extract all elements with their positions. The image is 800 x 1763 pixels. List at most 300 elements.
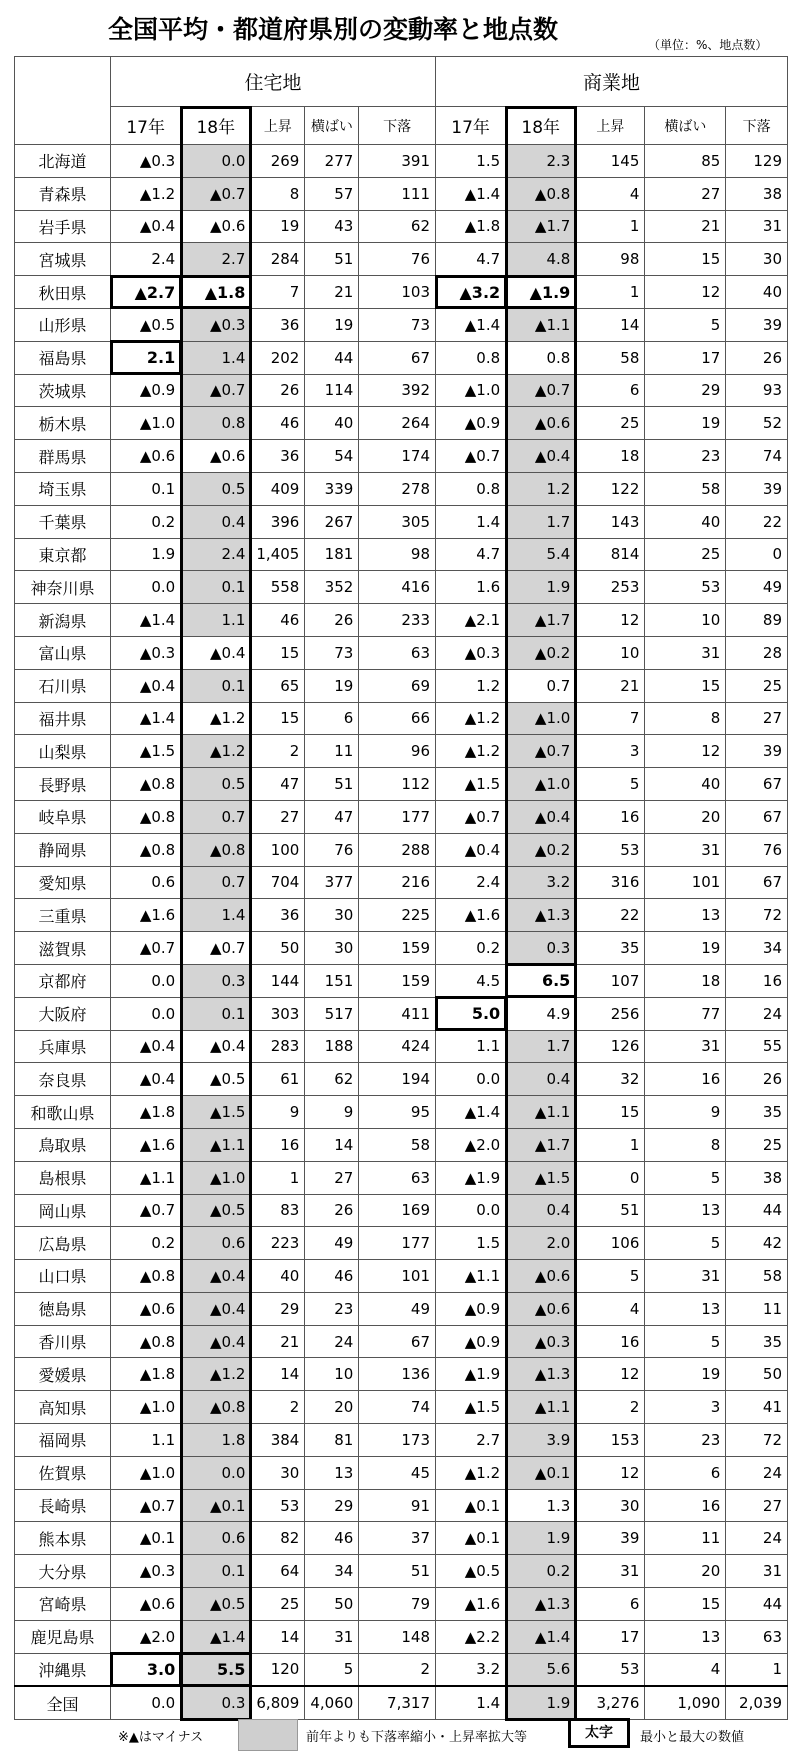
com-down-cell: 27 (726, 702, 788, 735)
com-down-cell: 55 (726, 1030, 788, 1063)
com-down-cell: 40 (726, 276, 788, 309)
com-down-cell: 67 (726, 866, 788, 899)
com-18-cell: ▲0.2 (506, 833, 576, 866)
res-18-cell: ▲0.5 (181, 1194, 251, 1227)
res-18-cell: ▲1.2 (181, 1358, 251, 1391)
res-flat-cell: 73 (305, 636, 359, 669)
com-flat-cell: 5 (645, 1325, 726, 1358)
com-up-cell: 39 (576, 1522, 645, 1555)
com-17-cell: ▲1.4 (436, 177, 506, 210)
res-flat-cell: 24 (305, 1325, 359, 1358)
pref-name-cell: 東京都 (15, 538, 111, 571)
res-17-cell: ▲1.4 (111, 604, 181, 637)
res-18-cell: ▲0.4 (181, 1030, 251, 1063)
com-17-cell: 2.7 (436, 1424, 506, 1457)
res-17-cell: ▲0.4 (111, 669, 181, 702)
com-17-cell: ▲1.6 (436, 1588, 506, 1621)
com-flat-cell: 13 (645, 1292, 726, 1325)
com-17-cell: 4.7 (436, 243, 506, 276)
total-res-flat-cell: 4,060 (305, 1686, 359, 1720)
com-18-cell: 3.2 (506, 866, 576, 899)
com-up-cell: 0 (576, 1161, 645, 1194)
com-up-cell: 143 (576, 505, 645, 538)
com-17-cell: 1.2 (436, 669, 506, 702)
com-flat-cell: 19 (645, 407, 726, 440)
com-down-cell: 72 (726, 899, 788, 932)
pref-name-cell: 神奈川県 (15, 571, 111, 604)
pref-name-cell: 徳島県 (15, 1292, 111, 1325)
res-flat-cell: 9 (305, 1096, 359, 1129)
com-18-cell: ▲1.1 (506, 308, 576, 341)
com-down-cell: 0 (726, 538, 788, 571)
res-18-cell: ▲0.1 (181, 1489, 251, 1522)
res-down-cell: 101 (359, 1260, 436, 1293)
com-flat-cell: 4 (645, 1653, 726, 1686)
res-up-cell: 30 (251, 1456, 305, 1489)
res-flat-cell: 31 (305, 1620, 359, 1653)
com-down-cell: 25 (726, 1128, 788, 1161)
res-18-cell: ▲0.4 (181, 636, 251, 669)
table-row (15, 1620, 788, 1653)
res-up-cell: 40 (251, 1260, 305, 1293)
com-18-cell: ▲1.3 (506, 1358, 576, 1391)
res-18-cell: 0.7 (181, 800, 251, 833)
com-up-cell: 25 (576, 407, 645, 440)
pref-name-cell: 高知県 (15, 1391, 111, 1424)
data-table (14, 56, 788, 1720)
res-flat-cell: 49 (305, 1227, 359, 1260)
res-down-cell: 225 (359, 899, 436, 932)
res-flat-cell: 62 (305, 1063, 359, 1096)
pref-name-cell: 長野県 (15, 768, 111, 801)
res-up-cell: 1 (251, 1161, 305, 1194)
res-17-cell: ▲0.6 (111, 440, 181, 473)
com-up-cell: 256 (576, 997, 645, 1030)
res-flat-cell: 46 (305, 1522, 359, 1555)
pref-name-cell: 島根県 (15, 1161, 111, 1194)
corner-cell (15, 57, 111, 145)
table-row (15, 210, 788, 243)
res-18-cell: ▲0.7 (181, 932, 251, 965)
res-17-cell: ▲1.8 (111, 1358, 181, 1391)
com-flat-cell: 15 (645, 243, 726, 276)
com-down-cell: 27 (726, 1489, 788, 1522)
com-down-cell: 26 (726, 1063, 788, 1096)
res-18-cell: ▲0.7 (181, 177, 251, 210)
pref-name-cell: 富山県 (15, 636, 111, 669)
pref-name-cell: 滋賀県 (15, 932, 111, 965)
res-17-cell: 0.0 (111, 997, 181, 1030)
res-up-cell: 21 (251, 1325, 305, 1358)
com-17-cell: ▲1.6 (436, 899, 506, 932)
res-down-cell: 37 (359, 1522, 436, 1555)
res-18-cell: ▲1.5 (181, 1096, 251, 1129)
com-flat-cell: 17 (645, 341, 726, 374)
res-down-cell: 98 (359, 538, 436, 571)
total-res-up-cell: 6,809 (251, 1686, 305, 1720)
res-17-cell: ▲0.8 (111, 768, 181, 801)
pref-name-cell: 岡山県 (15, 1194, 111, 1227)
com-down-cell: 49 (726, 571, 788, 604)
res-flat-cell: 5 (305, 1653, 359, 1686)
res-flat-cell: 10 (305, 1358, 359, 1391)
res-up-cell: 558 (251, 571, 305, 604)
com-18-cell: 0.3 (506, 932, 576, 965)
pref-name-cell: 佐賀県 (15, 1456, 111, 1489)
com-18-cell: ▲0.3 (506, 1325, 576, 1358)
com-18-cell: 1.7 (506, 505, 576, 538)
com-up-cell: 16 (576, 1325, 645, 1358)
res-flat-cell: 30 (305, 932, 359, 965)
com-flat-cell: 29 (645, 374, 726, 407)
res-18-cell: ▲1.0 (181, 1161, 251, 1194)
com-up-cell: 32 (576, 1063, 645, 1096)
res-up-cell: 64 (251, 1555, 305, 1588)
pref-name-cell: 和歌山県 (15, 1096, 111, 1129)
res-up-cell: 409 (251, 472, 305, 505)
table-body (15, 145, 788, 1720)
res-18-cell: ▲0.4 (181, 1260, 251, 1293)
res-18-cell: ▲1.2 (181, 702, 251, 735)
com-up-cell: 18 (576, 440, 645, 473)
com-flat-cell: 16 (645, 1063, 726, 1096)
res-down-cell: 73 (359, 308, 436, 341)
res-up-cell: 8 (251, 177, 305, 210)
res-down-cell: 424 (359, 1030, 436, 1063)
res-flat-cell: 47 (305, 800, 359, 833)
res-down-cell: 62 (359, 210, 436, 243)
com-flat-cell: 19 (645, 1358, 726, 1391)
com-down-cell: 93 (726, 374, 788, 407)
table-row (15, 407, 788, 440)
com-flat-cell: 53 (645, 571, 726, 604)
pref-name-cell: 秋田県 (15, 276, 111, 309)
res-down-cell: 67 (359, 341, 436, 374)
res-up-cell: 284 (251, 243, 305, 276)
com-18-cell: ▲1.0 (506, 768, 576, 801)
table-row (15, 1030, 788, 1063)
res-down-cell: 391 (359, 145, 436, 178)
table-row (15, 669, 788, 702)
res-17-cell: ▲1.0 (111, 407, 181, 440)
table-row (15, 1063, 788, 1096)
res-17-cell: ▲2.7 (111, 276, 181, 309)
com-up-cell: 316 (576, 866, 645, 899)
res-down-cell: 66 (359, 702, 436, 735)
res-up-cell: 7 (251, 276, 305, 309)
com-up-cell: 12 (576, 1358, 645, 1391)
com-17-cell: ▲2.2 (436, 1620, 506, 1653)
legend (0, 1706, 800, 1763)
res-down-cell: 67 (359, 1325, 436, 1358)
res-up-cell: 9 (251, 1096, 305, 1129)
pref-name-cell: 栃木県 (15, 407, 111, 440)
res-18-cell: ▲0.4 (181, 1325, 251, 1358)
com-18-cell: ▲0.4 (506, 440, 576, 473)
com-up-cell: 53 (576, 1653, 645, 1686)
com-up-cell: 31 (576, 1555, 645, 1588)
res-18-cell: 5.5 (181, 1653, 251, 1686)
res-down-cell: 305 (359, 505, 436, 538)
legend-shade-note: 前年よりも下落率縮小・上昇率拡大等 (306, 1730, 528, 1745)
com-up-cell: 1 (576, 210, 645, 243)
res-18-cell: ▲0.8 (181, 833, 251, 866)
com-17-cell: ▲3.2 (436, 276, 506, 309)
res-17-cell: ▲1.6 (111, 1128, 181, 1161)
com-up-cell: 22 (576, 899, 645, 932)
res-18-cell: 1.1 (181, 604, 251, 637)
table-row (15, 1555, 788, 1588)
com-flat-cell: 15 (645, 669, 726, 702)
res-17-cell: ▲0.3 (111, 1555, 181, 1588)
com-18-cell: 4.9 (506, 997, 576, 1030)
com-up-cell: 58 (576, 341, 645, 374)
com-flat-cell: 13 (645, 899, 726, 932)
pref-name-cell: 京都府 (15, 964, 111, 997)
pref-name-cell: 宮城県 (15, 243, 111, 276)
res-17-cell: 1.1 (111, 1424, 181, 1457)
legend-bold-box: 太字 (568, 1718, 630, 1748)
com-18-cell: ▲1.7 (506, 604, 576, 637)
com-18-cell: 5.6 (506, 1653, 576, 1686)
res-up-cell: 120 (251, 1653, 305, 1686)
com-down-cell: 30 (726, 243, 788, 276)
pref-name-cell: 北海道 (15, 145, 111, 178)
com-up-cell: 145 (576, 145, 645, 178)
res-17-cell: ▲0.8 (111, 800, 181, 833)
res-down-cell: 416 (359, 571, 436, 604)
res-up-cell: 53 (251, 1489, 305, 1522)
col-header: 17年 (436, 107, 506, 145)
res-up-cell: 26 (251, 374, 305, 407)
section-header-row (15, 57, 788, 107)
com-flat-cell: 18 (645, 964, 726, 997)
col-header: 18年 (506, 107, 576, 145)
com-18-cell: ▲0.2 (506, 636, 576, 669)
res-up-cell: 36 (251, 899, 305, 932)
table-row (15, 1260, 788, 1293)
res-17-cell: 0.2 (111, 1227, 181, 1260)
res-17-cell: ▲0.8 (111, 833, 181, 866)
com-up-cell: 4 (576, 177, 645, 210)
res-17-cell: ▲1.4 (111, 702, 181, 735)
com-18-cell: ▲1.3 (506, 1588, 576, 1621)
com-up-cell: 2 (576, 1391, 645, 1424)
pref-name-cell: 愛媛県 (15, 1358, 111, 1391)
res-flat-cell: 27 (305, 1161, 359, 1194)
table-row (15, 505, 788, 538)
pref-name-cell: 山口県 (15, 1260, 111, 1293)
com-down-cell: 34 (726, 932, 788, 965)
table-row (15, 1194, 788, 1227)
res-down-cell: 69 (359, 669, 436, 702)
table-row (15, 899, 788, 932)
com-flat-cell: 11 (645, 1522, 726, 1555)
pref-name-cell: 埼玉県 (15, 472, 111, 505)
res-17-cell: 2.4 (111, 243, 181, 276)
legend-minus-note: ※▲はマイナス (118, 1730, 204, 1745)
pref-name-cell: 茨城県 (15, 374, 111, 407)
com-17-cell: 4.7 (436, 538, 506, 571)
res-17-cell: ▲0.7 (111, 1194, 181, 1227)
pref-name-cell: 青森県 (15, 177, 111, 210)
com-flat-cell: 20 (645, 800, 726, 833)
table-row (15, 1391, 788, 1424)
com-flat-cell: 6 (645, 1456, 726, 1489)
com-18-cell: 1.7 (506, 1030, 576, 1063)
res-up-cell: 82 (251, 1522, 305, 1555)
com-17-cell: ▲0.7 (436, 800, 506, 833)
com-down-cell: 39 (726, 735, 788, 768)
com-flat-cell: 19 (645, 932, 726, 965)
com-18-cell: 0.4 (506, 1063, 576, 1096)
table-row (15, 177, 788, 210)
res-17-cell: ▲0.3 (111, 145, 181, 178)
com-18-cell: ▲1.1 (506, 1391, 576, 1424)
res-up-cell: 29 (251, 1292, 305, 1325)
com-up-cell: 6 (576, 1588, 645, 1621)
res-17-cell: ▲1.1 (111, 1161, 181, 1194)
com-17-cell: ▲1.2 (436, 702, 506, 735)
com-flat-cell: 8 (645, 1128, 726, 1161)
res-up-cell: 144 (251, 964, 305, 997)
table-row (15, 538, 788, 571)
com-17-cell: 1.5 (436, 145, 506, 178)
com-18-cell: ▲1.1 (506, 1096, 576, 1129)
res-flat-cell: 267 (305, 505, 359, 538)
res-18-cell: ▲1.4 (181, 1620, 251, 1653)
res-17-cell: 1.9 (111, 538, 181, 571)
table-row (15, 604, 788, 637)
com-17-cell: ▲1.0 (436, 374, 506, 407)
total-label-cell: 全国 (15, 1686, 111, 1720)
com-18-cell: ▲0.6 (506, 1260, 576, 1293)
res-up-cell: 14 (251, 1358, 305, 1391)
com-flat-cell: 40 (645, 505, 726, 538)
pref-name-cell: 静岡県 (15, 833, 111, 866)
com-17-cell: ▲0.4 (436, 833, 506, 866)
res-flat-cell: 81 (305, 1424, 359, 1457)
com-17-cell: 1.6 (436, 571, 506, 604)
res-17-cell: 0.0 (111, 964, 181, 997)
res-flat-cell: 11 (305, 735, 359, 768)
res-down-cell: 159 (359, 932, 436, 965)
res-down-cell: 288 (359, 833, 436, 866)
pref-name-cell: 香川県 (15, 1325, 111, 1358)
com-down-cell: 24 (726, 1522, 788, 1555)
com-up-cell: 153 (576, 1424, 645, 1457)
res-down-cell: 194 (359, 1063, 436, 1096)
res-flat-cell: 517 (305, 997, 359, 1030)
pref-name-cell: 山形県 (15, 308, 111, 341)
res-flat-cell: 114 (305, 374, 359, 407)
com-flat-cell: 13 (645, 1194, 726, 1227)
com-up-cell: 12 (576, 604, 645, 637)
com-flat-cell: 9 (645, 1096, 726, 1129)
com-down-cell: 67 (726, 800, 788, 833)
pref-name-cell: 三重県 (15, 899, 111, 932)
res-down-cell: 63 (359, 636, 436, 669)
pref-name-cell: 千葉県 (15, 505, 111, 538)
table-row (15, 800, 788, 833)
res-down-cell: 169 (359, 1194, 436, 1227)
table-row (15, 243, 788, 276)
com-up-cell: 3 (576, 735, 645, 768)
com-flat-cell: 31 (645, 833, 726, 866)
com-up-cell: 15 (576, 1096, 645, 1129)
table-row (15, 1325, 788, 1358)
legend-shade-swatch (238, 1719, 298, 1751)
pref-name-cell: 新潟県 (15, 604, 111, 637)
res-18-cell: ▲0.5 (181, 1588, 251, 1621)
com-17-cell: 0.2 (436, 932, 506, 965)
com-up-cell: 122 (576, 472, 645, 505)
res-up-cell: 202 (251, 341, 305, 374)
res-flat-cell: 19 (305, 669, 359, 702)
com-17-cell: 3.2 (436, 1653, 506, 1686)
com-17-cell: ▲2.1 (436, 604, 506, 637)
com-17-cell: 0.8 (436, 341, 506, 374)
res-18-cell: 2.4 (181, 538, 251, 571)
com-17-cell: 1.1 (436, 1030, 506, 1063)
res-18-cell: ▲1.2 (181, 735, 251, 768)
com-down-cell: 1 (726, 1653, 788, 1686)
com-down-cell: 41 (726, 1391, 788, 1424)
res-18-cell: ▲1.8 (181, 276, 251, 309)
col-header: 下落 (359, 107, 436, 145)
res-down-cell: 2 (359, 1653, 436, 1686)
com-down-cell: 39 (726, 308, 788, 341)
res-down-cell: 63 (359, 1161, 436, 1194)
res-17-cell: 0.6 (111, 866, 181, 899)
res-flat-cell: 54 (305, 440, 359, 473)
pref-name-cell: 奈良県 (15, 1063, 111, 1096)
com-flat-cell: 3 (645, 1391, 726, 1424)
res-17-cell: 0.0 (111, 571, 181, 604)
com-17-cell: ▲1.4 (436, 308, 506, 341)
legend-bold-note: 最小と最大の数値 (640, 1730, 745, 1745)
res-down-cell: 159 (359, 964, 436, 997)
res-17-cell: ▲0.4 (111, 1063, 181, 1096)
pref-name-cell: 福井県 (15, 702, 111, 735)
res-down-cell: 91 (359, 1489, 436, 1522)
table-row (15, 1358, 788, 1391)
res-down-cell: 103 (359, 276, 436, 309)
pref-name-cell: 福岡県 (15, 1424, 111, 1457)
com-down-cell: 63 (726, 1620, 788, 1653)
res-flat-cell: 26 (305, 604, 359, 637)
res-up-cell: 19 (251, 210, 305, 243)
com-up-cell: 17 (576, 1620, 645, 1653)
com-18-cell: 3.9 (506, 1424, 576, 1457)
com-down-cell: 22 (726, 505, 788, 538)
com-flat-cell: 31 (645, 1030, 726, 1063)
com-18-cell: ▲1.7 (506, 210, 576, 243)
com-17-cell: 0.8 (436, 472, 506, 505)
unit-note: （単位：%、地点数） (648, 38, 768, 52)
res-down-cell: 49 (359, 1292, 436, 1325)
res-18-cell: ▲1.1 (181, 1128, 251, 1161)
res-17-cell: 0.1 (111, 472, 181, 505)
res-18-cell: ▲0.8 (181, 1391, 251, 1424)
com-18-cell: ▲0.6 (506, 1292, 576, 1325)
com-17-cell: ▲0.9 (436, 1325, 506, 1358)
table-row (15, 1522, 788, 1555)
table-row (15, 1424, 788, 1457)
com-18-cell: ▲1.4 (506, 1620, 576, 1653)
com-17-cell: ▲0.1 (436, 1522, 506, 1555)
com-up-cell: 35 (576, 932, 645, 965)
